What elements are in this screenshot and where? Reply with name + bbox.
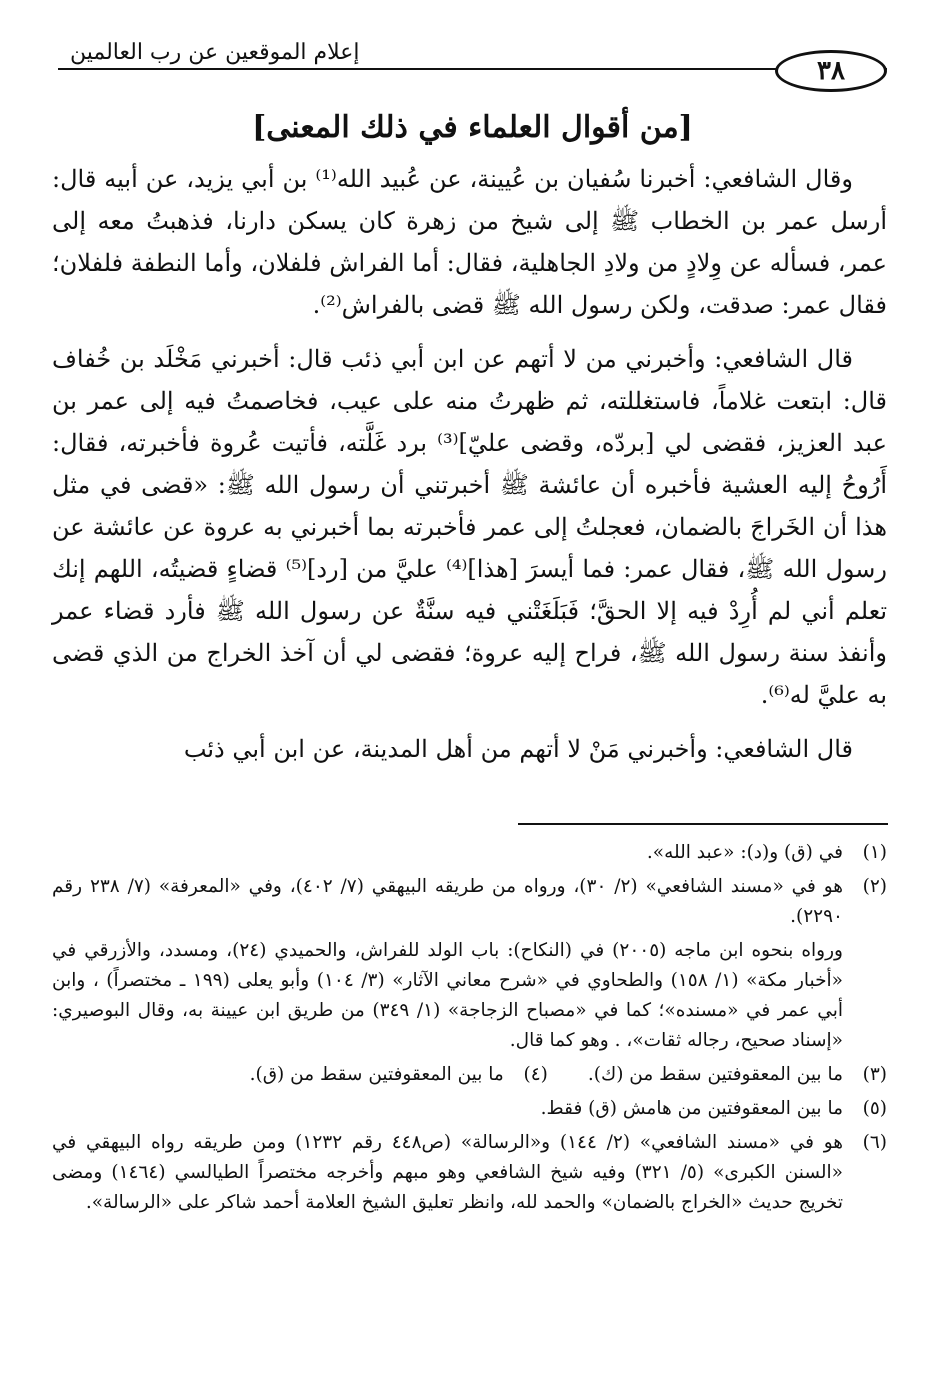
- footnote-row: [52, 1060, 887, 1090]
- footnote-number: (٥): [862, 1098, 887, 1119]
- footnote-text: هو في «مسند الشافعي» (٢/ ١٤٤) و«الرسالة» (ص٤٤٨ رقم ١٢٣٢) ومن طريقه رواه البيهقي في «السنن الكبرى» (٥/ ٣٢١) وفيه شيخ الشافعي وهو مبهم وأخرجه مختصراً الطيالسي (١٤٦٤) ومضى تخريج حديث «الخراج بالضمان» والحمد لله، وانظر تعليق الشيخ العلامة أحمد شاكر على «الرسالة».: [52, 1132, 844, 1213]
- footnote-number: (١): [862, 842, 887, 863]
- footnote: [52, 838, 887, 868]
- footnote-number: (٦): [862, 1132, 887, 1153]
- footnote-continuation: ورواه بنحوه ابن ماجه (٢٠٠٥) في (النكاح): باب الولد للفراش، والحميدي (٢٤)، ومسدد، والأزرقي في «أخبار مكة» (١/ ١٥٨) والطحاوي في «شرح معاني الآثار» (٣/ ١٠٤) وأبو يعلى (١٩٩ ـ مختصراً) ، وابن أبي عمر في «مسنده»؛ كما في «مصباح الزجاجة» (١/ ٣٤٩) من طريق ابن عيينة به، وقال البوصيري: «إسناد صحيح، رجاله ثقات»، . وهو كما قال.: [52, 940, 843, 1051]
- page-number: ٣٨: [775, 50, 887, 92]
- footnote-text: ما بين المعقوفتين سقط من (ق).: [249, 1064, 504, 1085]
- footnote: [588, 1060, 887, 1090]
- footnote-text: هو في «مسند الشافعي» (٢/ ٣٠)، ورواه من طريقه البيهقي (٧/ ٤٠٢)، وفي «المعرفة» (٧/ ٢٣٨ رقم ٢٢٩٠).: [52, 876, 844, 927]
- footnote-number: (٤): [523, 1064, 548, 1085]
- footnote-text: ما بين المعقوفتين سقط من (ك).: [587, 1064, 843, 1085]
- footnote-divider: [518, 823, 888, 825]
- main-text: [52, 158, 887, 770]
- paragraph: وقال الشافعي: أخبرنا سُفيان بن عُيينة، عن عُبيد الله⁽¹⁾ بن أبي يزيد، عن أبيه قال: أرسل عمر بن الخطاب ﷺ إلى شيخ من زهرة كان يسكن دارنا، فذهبتُ معه إلى عمر، فسأله عن وِلادٍ من ولادِ الجاهلية، فقال: أما الفراش فلفلان، وأما النطفة فلفلان؛ فقال عمر: صدقت، ولكن رسول الله ﷺ قضى بالفراش⁽²⁾.: [52, 165, 887, 319]
- page-header: [58, 40, 887, 98]
- footnote-number: (٢): [862, 876, 887, 897]
- header-rule: [58, 68, 887, 70]
- paragraph: قال الشافعي: وأخبرني من لا أتهم عن ابن أبي ذئب قال: أخبرني مَخْلَد بن خُفاف قال: ابتعت غلاماً، فاستغللته، ثم ظهرتُ منه على عيب، فخاصمتُ فيه إلى عمر بن عبد العزيز، فقضى لي [بردّه، وقضى عليّ]⁽³⁾ برد غَلَّته، فأتيت عُروة فأخبرته، فقال: أَرُوحُ إليه العشية فأخبره أن عائشة ﷺ أخبرتني أن رسول الله ﷺ: «قضى في مثل هذا أن الخَراجَ بالضمان، فعجلتُ إلى عمر فأخبرته بما أخبرني به عروة عن عائشة عن رسول الله ﷺ، فقال عمر: فما أيسرَ [هذا]⁽⁴⁾ عليَّ من [رد]⁽⁵⁾ قضاءٍ قضيتُه، اللهم إنك تعلم أني لم أُرِدْ فيه إلا الحقَّ؛ فَبَلَغَتْني فيه سنَّةٌ عن رسول الله ﷺ فأرد قضاء عمر وأنفذ سنة رسول الله ﷺ، فراح إليه عروة؛ فقضى لي أن آخذ الخراج من الذي قضى به عليَّ له⁽⁶⁾.: [52, 345, 887, 709]
- footnote: [52, 1094, 887, 1124]
- footnote: [250, 1060, 548, 1090]
- footnote: [52, 1128, 887, 1218]
- footnotes: [52, 838, 887, 1222]
- footnote: [52, 872, 887, 932]
- section-title: [من أقوال العلماء في ذلك المعنى]: [252, 110, 693, 145]
- footnote-text: ما بين المعقوفتين من هامش (ق) فقط.: [540, 1098, 843, 1119]
- footnote-text: في (ق) و(د): «عبد الله».: [646, 842, 843, 863]
- paragraph: قال الشافعي: وأخبرني مَنْ لا أتهم من أهل المدينة، عن ابن أبي ذئب: [183, 735, 853, 763]
- footnote-number: (٣): [862, 1064, 887, 1085]
- book-title: إعلام الموقعين عن رب العالمين: [70, 40, 360, 65]
